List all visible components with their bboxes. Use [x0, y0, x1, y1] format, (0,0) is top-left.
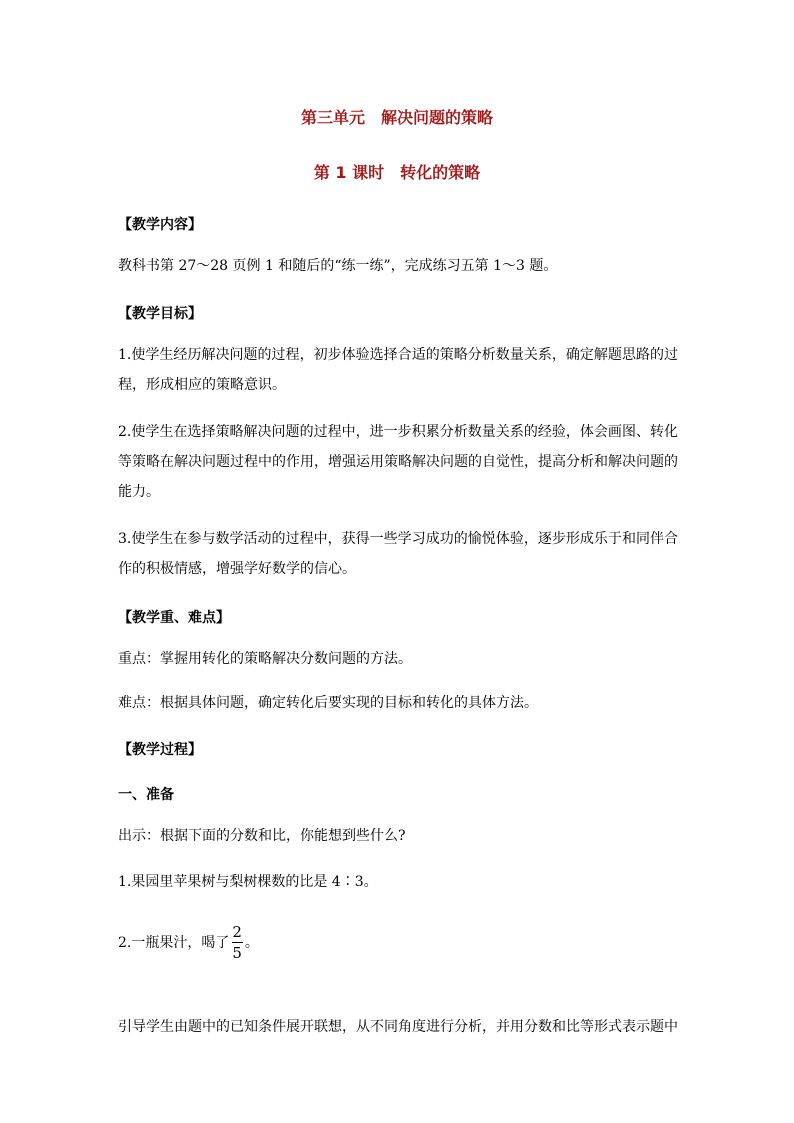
goals-heading: 【教学目标】	[118, 306, 202, 322]
part-one-heading: 一、准备	[118, 787, 174, 803]
fraction	[231, 924, 243, 961]
item-2	[118, 922, 259, 962]
lesson-title: 第 1 课时 转化的策略	[313, 163, 481, 182]
fraction-numerator: 2	[232, 922, 242, 941]
guide-text: 引导学生由题中的已知条件展开联想，从不同角度进行分析，并用分数和比等形式表示题中	[118, 1019, 678, 1035]
difficult-point: 难点：根据具体问题，确定转化后要实现的目标和转化的具体方法。	[118, 695, 538, 711]
item-2-prefix: 2.一瓶果汁，喝了	[118, 935, 230, 951]
goal-2: 2.使学生在选择策略解决问题的过程中，进一步积累分析数量关系的经验，体会画图、转化等策略在解决问题过程中的作用，增强运用策略解决问题的自觉性，提高分析和解决问题的能力。	[118, 424, 678, 500]
process-heading: 【教学过程】	[118, 742, 202, 758]
content-text: 教科书第 27～28 页例 1 和随后的“练一练”，完成练习五第 1～3 题。	[118, 258, 558, 274]
content-heading: 【教学内容】	[118, 217, 202, 233]
fraction-denominator: 5	[232, 943, 242, 962]
show-text: 出示：根据下面的分数和比，你能想到些什么?	[118, 828, 406, 844]
item-2-suffix: 。	[244, 935, 259, 951]
goal-3: 3.使学生在参与数学活动的过程中，获得一些学习成功的愉悦体验，逐步形成乐于和同伴合作的积极情感，增强学好数学的信心。	[118, 531, 678, 577]
item-1: 1.果园里苹果树与梨树棵数的比是 4∶3。	[118, 874, 378, 890]
unit-title: 第三单元 解决问题的策略	[300, 108, 493, 127]
goal-1: 1.使学生经历解决问题的过程，初步体验选择合适的策略分析数量关系，确定解题思路的过程，形成相应的策略意识。	[118, 347, 678, 393]
fraction-bar	[232, 942, 243, 943]
key-difficult-heading: 【教学重、难点】	[118, 610, 230, 626]
key-point: 重点：掌握用转化的策略解决分数问题的方法。	[118, 651, 412, 667]
